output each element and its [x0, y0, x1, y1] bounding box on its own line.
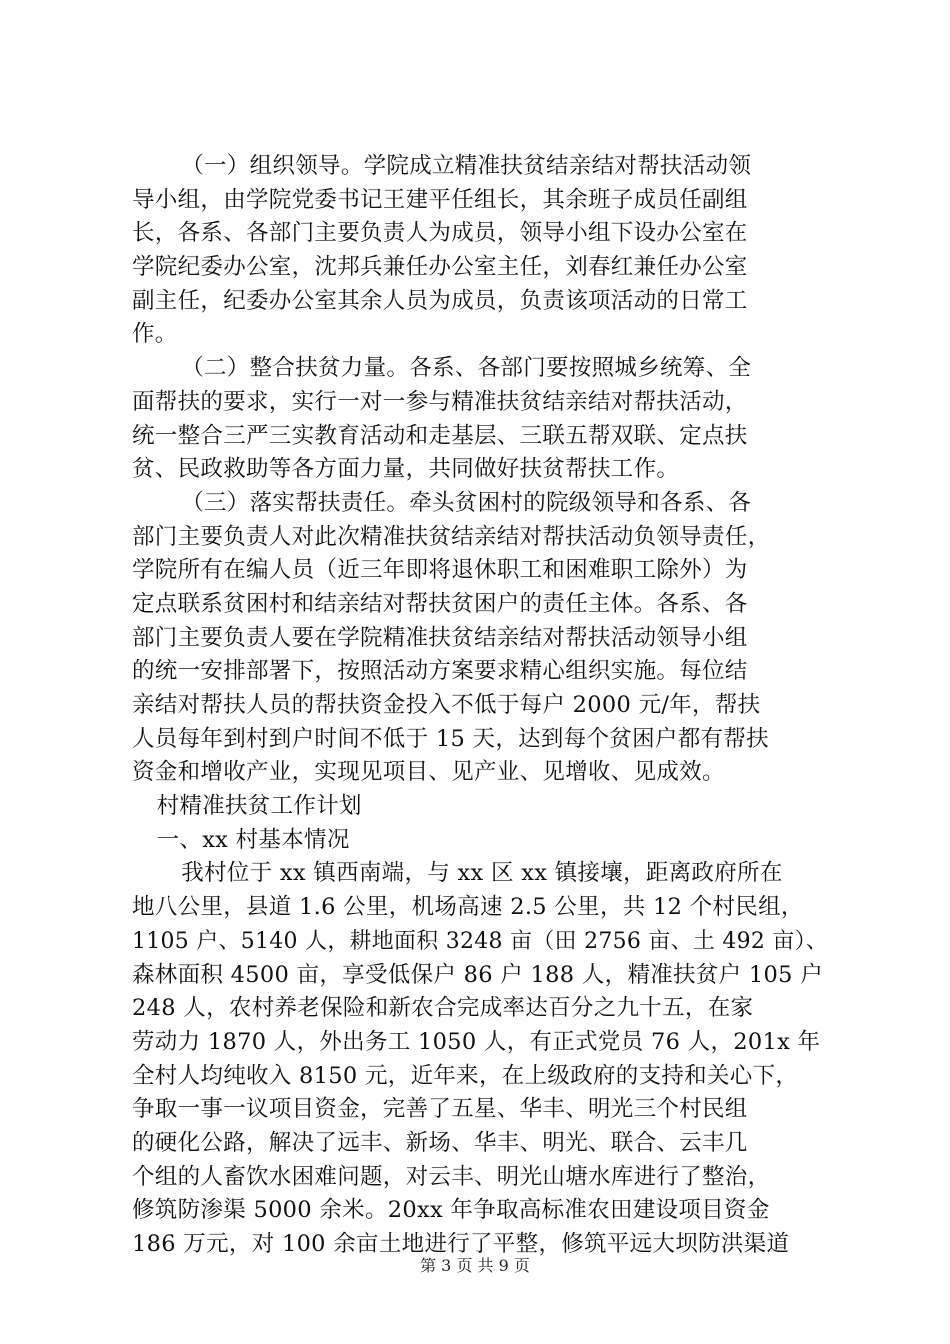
text-line: 修筑防渗渠 5000 余米。20xx 年争取高标准农田建设项目资金 — [132, 1197, 770, 1224]
text-line: 的硬化公路，解决了远丰、新场、华丰、明光、联合、云丰几 — [132, 1129, 748, 1156]
text-line: 贫、民政救助等各方面力量，共同做好扶贫帮扶工作。 — [132, 456, 680, 483]
text-line: 个组的人畜饮水困难问题，对云丰、明光山塘水库进行了整治， — [132, 1163, 771, 1190]
text-line: 村精准扶贫工作计划 — [156, 793, 362, 820]
text-line: 248 人，农村养老保险和新农合完成率达百分之九十五，在家 — [132, 995, 754, 1022]
text-line: 森林面积 4500 亩，享受低保户 86 户 188 人，精准扶贫户 105 户 — [132, 961, 823, 988]
text-line: 资金和增收产业，实现见项目、见产业、见增收、见成效。 — [132, 759, 725, 786]
text-line: 186 万元，对 100 余亩土地进行了平整，修筑平远大坝防洪渠道 — [132, 1231, 790, 1257]
page-footer: 第 3 页 共 9 页 — [420, 1256, 530, 1275]
text-line: 人员每年到村到户时间不低于 15 天，达到每个贫困户都有帮扶 — [132, 725, 769, 752]
text-line: 部门主要负责人对此次精准扶贫结亲结对帮扶活动负领导责任， — [132, 523, 771, 550]
text-line: （二）整合扶贫力量。各系、各部门要按照城乡统筹、全 — [181, 355, 752, 382]
text-line: 定点联系贫困村和结亲结对帮扶贫困户的责任主体。各系、各 — [132, 590, 748, 617]
text-line: （三）落实帮扶责任。牵头贫困村的院级领导和各系、各 — [181, 489, 752, 516]
text-line: 的统一安排部署下，按照活动方案要求精心组织实施。每位结 — [132, 658, 748, 685]
text-line: 导小组，由学院党委书记王建平任组长，其余班子成员任副组 — [132, 186, 748, 213]
text-line: 地八公里，县道 1.6 公里，机场高速 2.5 公里，共 12 个村民组， — [132, 894, 804, 921]
document-body — [132, 150, 832, 1262]
text-line: 争取一事一议项目资金，完善了五星、华丰、明光三个村民组 — [132, 1096, 748, 1123]
text-line: （一）组织领导。学院成立精准扶贫结亲结对帮扶活动领 — [181, 153, 752, 179]
text-line: 学院所有在编人员（近三年即将退休职工和困难职工除外）为 — [132, 557, 748, 584]
text-line: 部门主要负责人要在学院精准扶贫结亲结对帮扶活动领导小组 — [132, 624, 748, 651]
text-line: 面帮扶的要求，实行一对一参与精准扶贫结亲结对帮扶活动， — [132, 388, 748, 415]
text-line: 作。 — [132, 321, 178, 348]
text-line: 副主任，纪委办公室其余人员为成员，负责该项活动的日常工 — [132, 287, 748, 314]
text-line: 一、xx 村基本情况 — [156, 826, 350, 853]
text-line: 亲结对帮扶人员的帮扶资金投入不低于每户 2000 元/年，帮扶 — [132, 692, 761, 718]
text-line: 学院纪委办公室，沈邦兵兼任办公室主任，刘春红兼任办公室 — [132, 254, 748, 281]
text-line: 1105 户、5140 人，耕地面积 3248 亩（田 2756 亩、土 492 亩）、 — [132, 928, 829, 954]
text-line: 我村位于 xx 镇西南端，与 xx 区 xx 镇接壤，距离政府所在 — [181, 860, 783, 887]
text-line: 长，各系、各部门主要负责人为成员，领导小组下设办公室在 — [132, 220, 748, 247]
text-line: 全村人均纯收入 8150 元，近年来，在上级政府的支持和关心下， — [132, 1062, 799, 1089]
text-line: 劳动力 1870 人，外出务工 1050 人，有正式党员 76 人，201x 年 — [132, 1028, 821, 1055]
text-line: 统一整合三严三实教育活动和走基层、三联五帮双联、定点扶 — [132, 422, 748, 449]
